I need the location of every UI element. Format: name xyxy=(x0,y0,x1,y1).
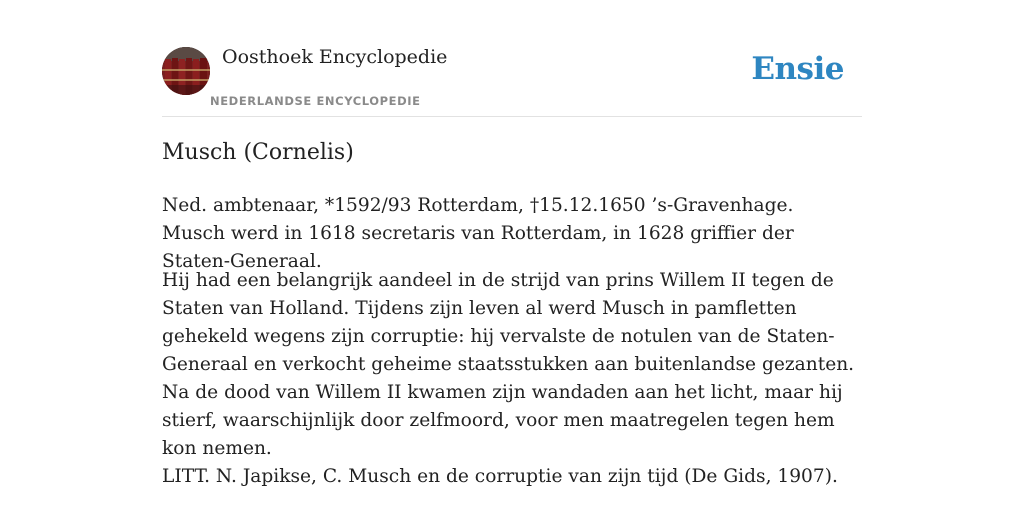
article-title: Musch (Cornelis) xyxy=(162,140,354,165)
article-paragraph-2: Hij had een belangrijk aandeel in de strijd van prins Willem II tegen de Staten van Holland. Tijdens zijn leven al werd Musch in pamfletten gehekeld wegens zijn corruptie: hij vervalste de notulen van de Staten-Generaal en verkocht geheime staatsstukken aan buitenlandse gezanten. Na de dood van Willem II kwamen zijn wandaden aan het licht, maar hij stierf, waarschijnlijk door zelfmoord, voor men maatregelen tegen hem kon nemen. xyxy=(162,270,855,459)
brand-logo[interactable]: Ensie xyxy=(751,51,844,87)
article-paragraph-1: Ned. ambtenaar, *1592/93 Rotterdam, †15.12.1650 ’s-Gravenhage. Musch werd in 1618 secretaris van Rotterdam, in 1628 griffier der Staten-Generaal. xyxy=(162,195,794,272)
article-literature: LITT. N. Japikse, C. Musch en de corruptie van zijn tijd (De Gids, 1907). xyxy=(162,466,838,487)
site-title[interactable]: Oosthoek Encyclopedie xyxy=(222,46,448,68)
page-container xyxy=(162,0,862,512)
site-subtitle: NEDERLANDSE ENCYCLOPEDIE xyxy=(210,94,421,108)
site-header xyxy=(162,0,862,117)
encyclopedia-books-icon[interactable] xyxy=(162,47,210,95)
